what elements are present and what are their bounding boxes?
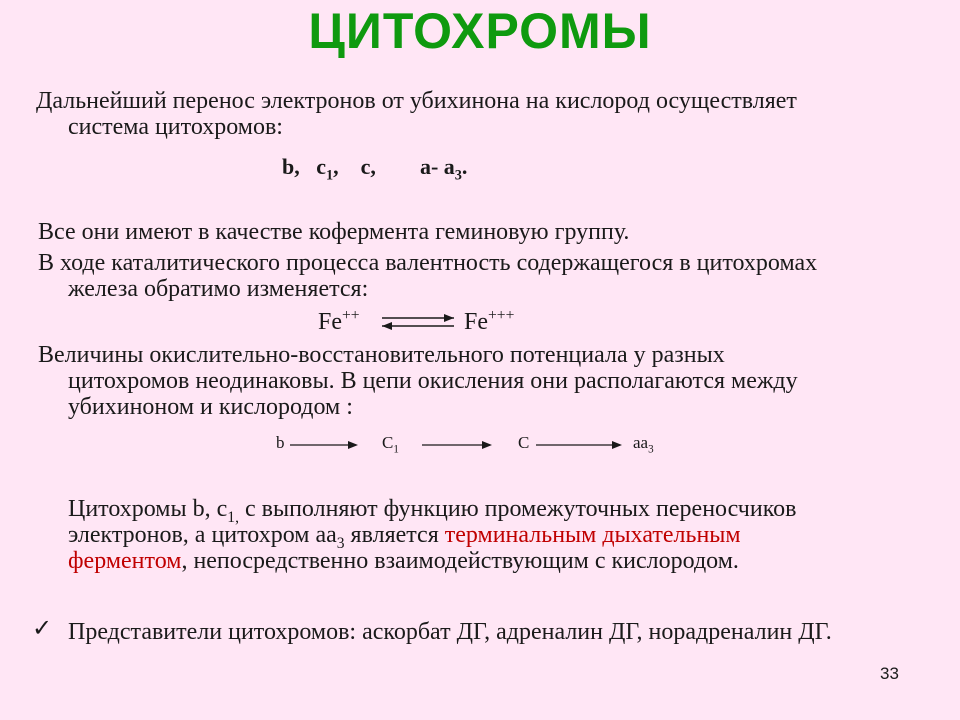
intro-line-1: Дальнейший перенос электронов от убихинона на кислород осуществляет [36,88,797,114]
chain-b: b [276,433,285,452]
potential-line-3: убихиноном и кислородом : [68,394,353,420]
function-line-1: Цитохромы b, $c_{1,}$ c выполняют функцию промежуточных переносчиков [68,496,797,526]
checkmark-icon: ✓ [32,614,53,642]
cytochrome-list [282,154,468,184]
cyt-c1: $c_1$, [316,154,339,184]
terminal-enzyme-highlight: терминальным дыхательным [444,522,741,548]
page-title: ЦИТОХРОМЫ [308,3,652,59]
page-number: 33 [880,664,899,683]
valence-line-1: В ходе каталитического процесса валентность содержащегося в цитохромах [38,250,818,276]
function-line-2: электронов, а цитохром $aa_3$ является терминальным дыхательным [68,522,741,552]
representatives-text: Представители цитохромов: аскорбат ДГ, адреналин ДГ, норадреналин ДГ. [68,619,832,645]
reversible-arrow-icon [378,314,458,330]
potential-line-1: Величины окислительно-восстановительного потенциала у разных [38,342,725,368]
cyt-a-a3: a- $a_3$. [419,154,468,184]
chain-arrow-3-icon [534,440,624,450]
chain-aa3: $aa_3$ [633,433,654,456]
iron-fe2: Fe++ [318,307,360,335]
heme-statement: Все они имеют в качестве кофермента геминовую группу. [38,219,630,245]
function-line-3: ферментом, непосредственно взаимодействующим с кислородом. [68,548,739,574]
intro-line-2: система цитохромов: [68,114,283,140]
enzyme-highlight: ферментом [68,548,182,574]
cyt-b: b, [282,154,300,179]
iron-fe3: Fe+++ [464,307,515,335]
chain-arrow-1-icon [288,440,360,450]
chain-c: C [518,433,530,452]
valence-line-2: железа обратимо изменяется: [68,276,369,302]
potential-line-2: цитохромов неодинаковы. В цепи окисления они располагаются между [68,368,798,394]
chain-arrow-2-icon [420,440,494,450]
chain-c1: $C_1$ [382,433,399,456]
cyt-c: c, [360,154,376,179]
